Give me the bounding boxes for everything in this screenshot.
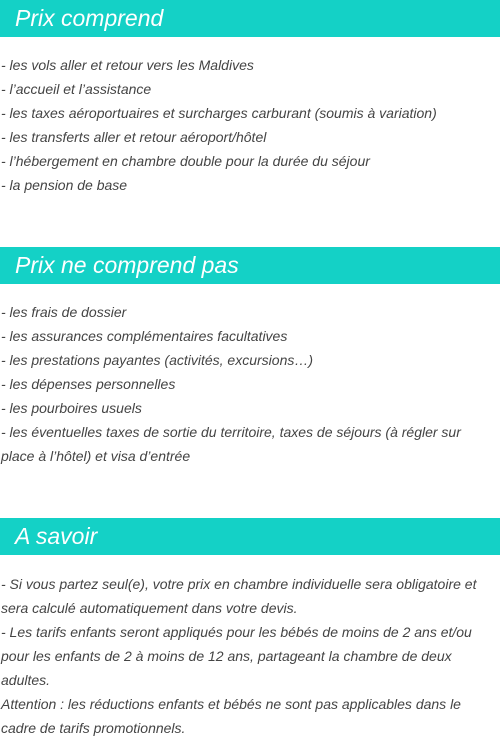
section-header-banner <box>0 0 500 37</box>
section-a-savoir <box>0 518 500 740</box>
list-item: - les dépenses personnelles <box>1 376 176 392</box>
list-item: - l’accueil et l’assistance <box>1 81 152 97</box>
info-paragraph: - Les tarifs enfants seront appliqués pour les bébés de moins de 2 ans et/ou pour les enfants de 2 à moins de 12 ans, partageant la chambre de deux adultes. <box>1 624 472 688</box>
list-item: - la pension de base <box>1 177 128 193</box>
list-item: - l’hébergement en chambre double pour la durée du séjour <box>1 153 370 169</box>
list-item: - les prestations payantes (activités, excursions…) <box>1 352 314 368</box>
list-item: - les vols aller et retour vers les Maldives <box>1 57 254 73</box>
section-title: Prix ne comprend pas <box>15 252 239 278</box>
list-item: - les frais de dossier <box>1 304 127 320</box>
section-title: Prix comprend <box>15 5 164 31</box>
section-header-banner <box>0 518 500 555</box>
list-item: - les pourboires usuels <box>1 400 142 416</box>
section-prix-ne-comprend-pas <box>0 247 500 468</box>
info-paragraph: - Si vous partez seul(e), votre prix en chambre individuelle sera obligatoire et sera calculé automatiquement dans votre devis. <box>1 576 477 616</box>
section-body <box>0 53 500 197</box>
list-item: - les transferts aller et retour aéroport/hôtel <box>1 129 267 145</box>
section-title: A savoir <box>15 523 98 549</box>
list-item: - les éventuelles taxes de sortie du territoire, taxes de séjours (à régler sur place à l’hôtel) et visa d’entrée <box>1 424 461 464</box>
section-prix-comprend <box>0 0 500 197</box>
info-paragraph: Attention : les réductions enfants et bébés ne sont pas applicables dans le cadre de tarifs promotionnels. <box>1 696 461 736</box>
section-body <box>0 300 500 468</box>
list-item: - les assurances complémentaires facultatives <box>1 328 288 344</box>
section-header-banner <box>0 247 500 284</box>
list-item: - les taxes aéroportuaires et surcharges carburant (soumis à variation) <box>1 105 437 121</box>
